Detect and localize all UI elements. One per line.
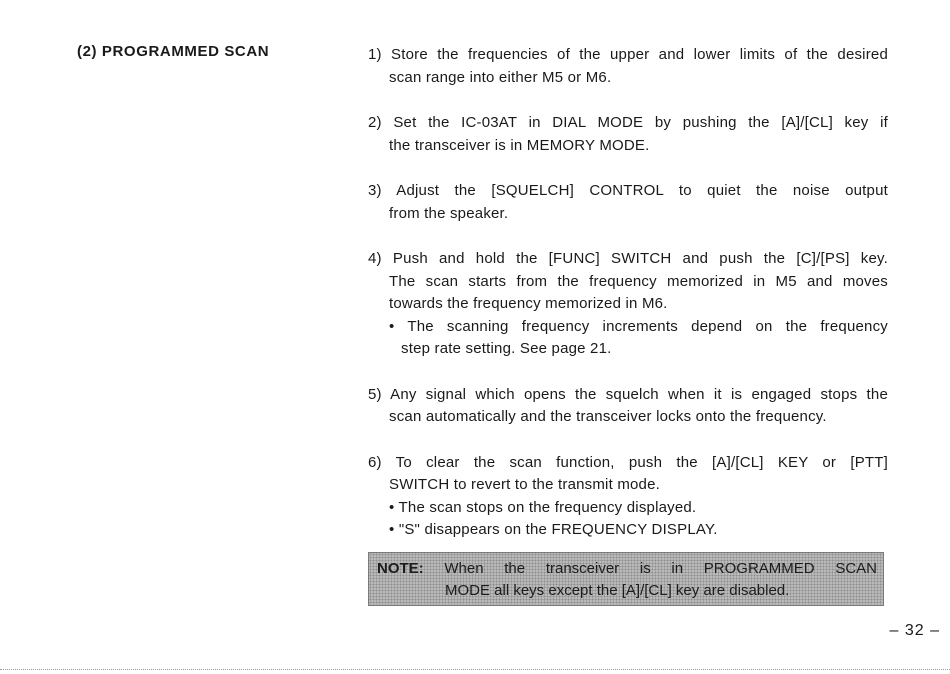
step-2 xyxy=(368,112,888,157)
step-5 xyxy=(368,384,888,429)
instruction-list xyxy=(368,44,888,565)
step-4-line-2: The scan starts from the frequency memorized in M5 and moves xyxy=(389,272,888,290)
bottom-rule xyxy=(0,669,950,671)
step-4-bullet-1: • The scanning frequency increments depend on the frequency xyxy=(389,317,888,335)
step-5-line-2: scan automatically and the transceiver locks onto the frequency. xyxy=(389,408,827,425)
note-line-2: MODE all keys except the [A]/[CL] key are disabled. xyxy=(445,582,790,599)
step-4-line-3: towards the frequency memorized in M6. xyxy=(389,295,668,312)
step-5-line-1: 5) Any signal which opens the squelch when it is engaged stops the xyxy=(368,385,888,403)
step-4 xyxy=(368,248,888,361)
step-3 xyxy=(368,180,888,225)
note-box xyxy=(368,552,884,606)
step-3-line-1: 3) Adjust the [SQUELCH] CONTROL to quiet the noise output xyxy=(368,182,888,199)
note-line-1 xyxy=(377,558,877,580)
step-6-line-2: SWITCH to revert to the transmit mode. xyxy=(389,476,661,493)
step-2-line-2: the transceiver is in MEMORY MODE. xyxy=(389,136,650,154)
note-text-1: When the transceiver is in PROGRAMMED SCAN xyxy=(444,560,877,577)
step-1 xyxy=(368,44,888,89)
note-label: NOTE: xyxy=(377,560,424,577)
step-6-bullet-2: • "S" disappears on the FREQUENCY DISPLAY. xyxy=(389,521,718,538)
step-6-bullet-1: • The scan stops on the frequency displayed. xyxy=(389,498,697,516)
section-heading: (2) PROGRAMMED SCAN xyxy=(77,43,270,60)
step-1-line-1: 1) Store the frequencies of the upper and lower limits of the desired xyxy=(368,46,888,63)
step-4-line-1: 4) Push and hold the [FUNC] SWITCH and push the [C]/[PS] key. xyxy=(368,250,888,267)
step-6-line-1: 6) To clear the scan function, push the [A]/[CL] KEY or [PTT] xyxy=(368,453,888,471)
step-3-line-2: from the speaker. xyxy=(389,204,509,222)
step-4-bullet-1-cont: step rate setting. See page 21. xyxy=(401,340,612,357)
page-number: – 32 – xyxy=(889,622,940,639)
step-1-line-2: scan range into either M5 or M6. xyxy=(389,68,612,86)
step-2-line-1: 2) Set the IC-03AT in DIAL MODE by pushing the [A]/[CL] key if xyxy=(368,114,888,131)
step-6 xyxy=(368,452,888,542)
